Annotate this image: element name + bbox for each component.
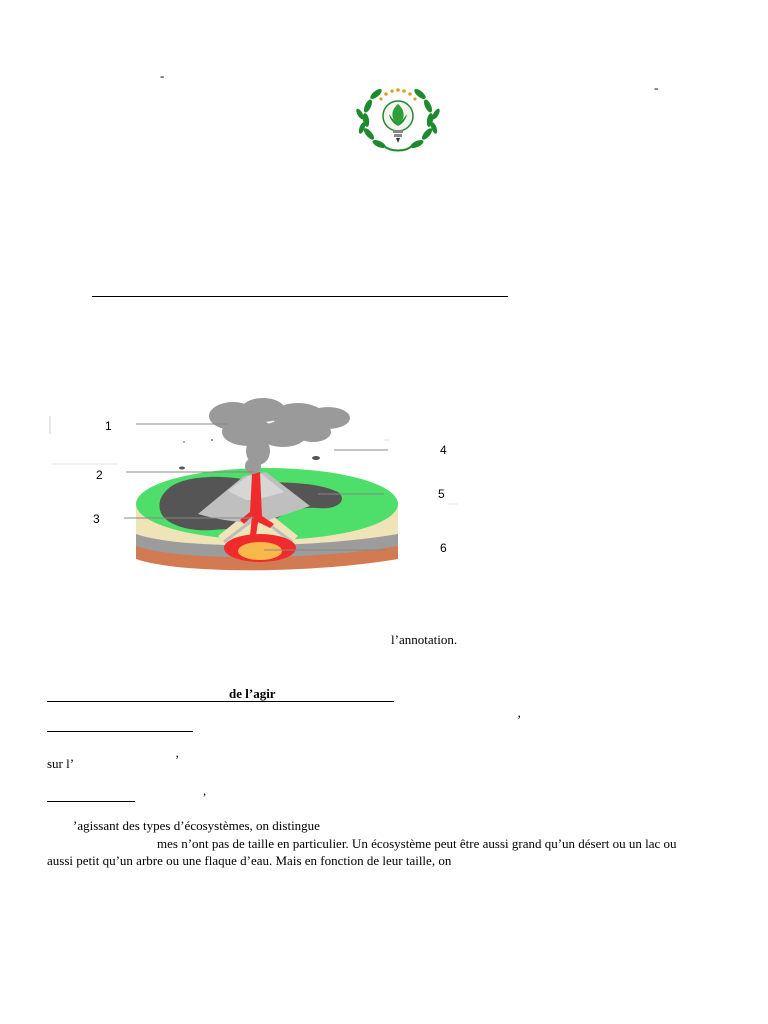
emblem-laurel-wreath-icon <box>356 80 440 156</box>
header-left-mark: - <box>160 68 165 83</box>
caption-tail: l’annotation. <box>391 632 458 647</box>
text-sur-l: sur l’ <box>47 756 75 771</box>
paragraph-line-2: mes n’ont pas de taille en particulier. Un écosystème peut être aussi grand qu’un désert ou un lac ou <box>157 836 677 851</box>
header-right-mark: - <box>654 80 659 95</box>
title-underline <box>92 296 508 297</box>
apostrophe-2: ’ <box>175 752 180 767</box>
apostrophe-1: ’ <box>517 712 522 727</box>
paragraph-line-3: aussi petit qu’un arbre ou une flaque d’eau. Mais en fonction de leur taille, on <box>47 853 452 868</box>
section-underline <box>47 701 394 702</box>
blank-line-2 <box>47 801 135 802</box>
label-2: 2 <box>96 468 103 482</box>
paragraph-line-1: ’agissant des types d’écosystèmes, on distingue <box>73 818 320 833</box>
label-5: 5 <box>438 487 445 501</box>
label-4: 4 <box>440 443 447 457</box>
label-6: 6 <box>440 541 447 555</box>
blank-line-1 <box>47 731 193 732</box>
label-3: 3 <box>93 512 100 526</box>
label-1: 1 <box>105 419 112 433</box>
section-title: de l’agir <box>229 686 276 701</box>
apostrophe-3: , <box>203 783 207 798</box>
